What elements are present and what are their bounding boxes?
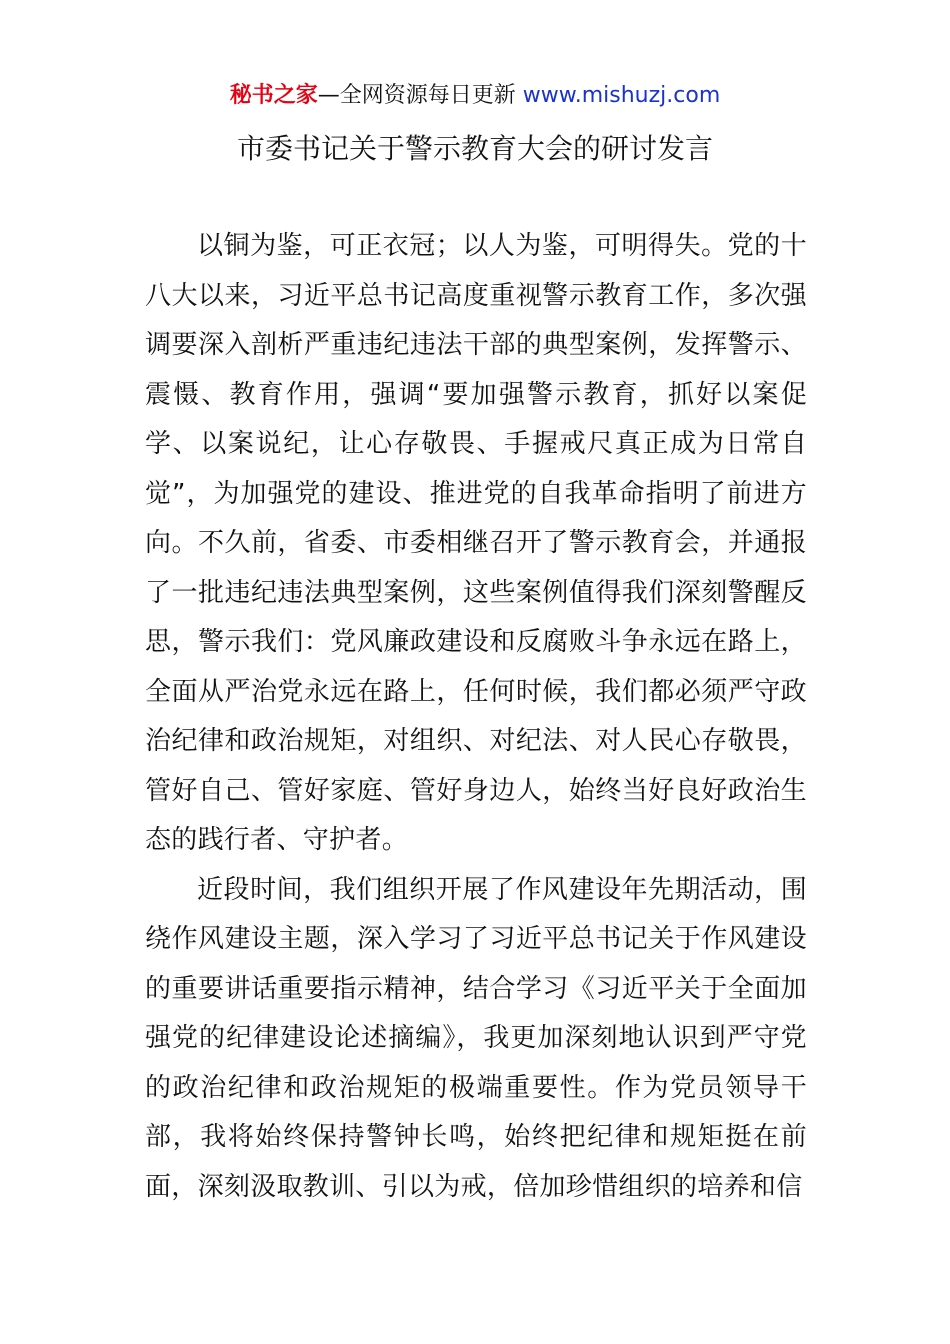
site-header (0, 80, 950, 112)
site-url-link[interactable]: www.mishuzj.com (522, 83, 721, 108)
site-slogan: —全网资源每日更新 (317, 83, 523, 108)
document-title: 市委书记关于警示教育大会的研讨发言 (236, 132, 713, 165)
body-paragraph-1: 以铜为鉴，可正衣冠；以人为鉴，可明得失。党的十八大以来，习近平总书记高度重视警示教育工作，多次强调要深入剖析严重违纪违法干部的典型案例，发挥警示、震慑、教育作用，强调“要加强警示教育，抓好以案促学、以案说纪，让心存敬畏、手握戒尺真正成为日常自觉”，为加强党的建设、推进党的自我革命指明了前进方向。不久前，省委、市委相继召开了警示教育会，并通报了一批违纪违法典型案例，这些案例值得我们深刻警醒反思，警示我们：党风廉政建设和反腐败斗争永远在路上，全面从严治党永远在路上，任何时候，我们都必须严守政治纪律和政治规矩，对组织、对纪法、对人民心存敬畏，管好自己、管好家庭、管好身边人，始终当好良好政治生态的践行者、守护者。 (145, 231, 807, 855)
body-paragraph-2: 近段时间，我们组织开展了作风建设年先期活动，围绕作风建设主题，深入学习了习近平总书记关于作风建设的重要讲话重要指示精神，结合学习《习近平关于全面加强党的纪律建设论述摘编》，我更加深刻地认识到严守党的政治纪律和政治规矩的极端重要性。作为党员领导干部，我将始终保持警钟长鸣，始终把纪律和规矩挺在前面，深刻汲取教训、引以为戒，倍加珍惜组织的培养和信 (145, 874, 807, 1202)
site-brand: 秘书之家 (229, 83, 318, 108)
document-body (145, 222, 807, 1212)
